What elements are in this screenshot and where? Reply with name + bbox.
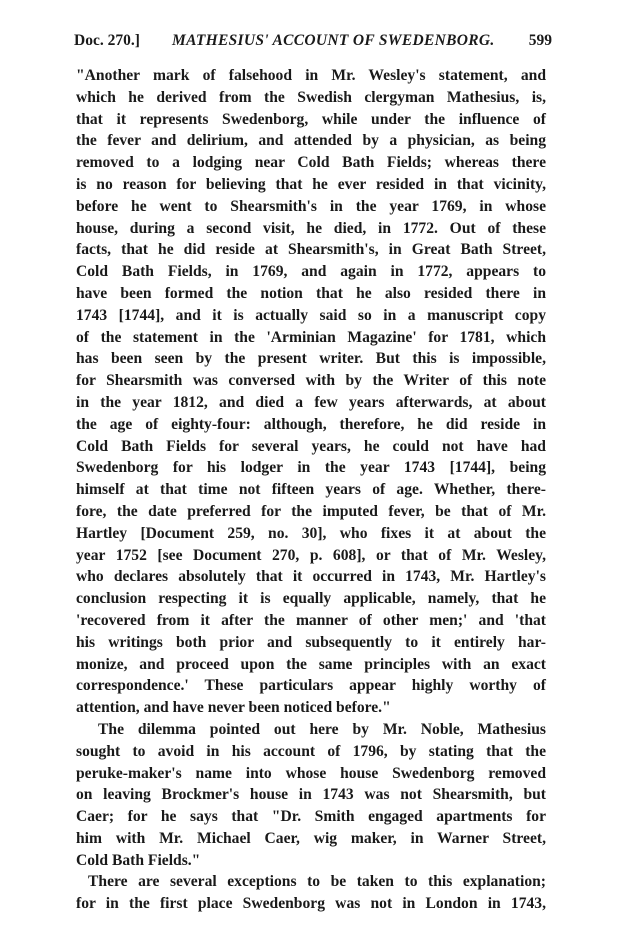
text-line: the age of eighty-four: although, therefore, he did reside in <box>76 415 546 433</box>
text-line: before he went to Shearsmith's in the year 1769, in whose <box>76 197 546 215</box>
text-line: removed to a lodging near Cold Bath Fields; whereas there <box>76 154 546 172</box>
text-line: who declares absolutely that it occurred in 1743, Mr. Hartley's <box>76 568 546 586</box>
body-text <box>76 65 546 915</box>
text-line: fore, the date preferred for the imputed fever, be that of Mr. <box>76 502 546 520</box>
doc-reference: Doc. 270.] <box>74 32 140 49</box>
text-line: in the year 1812, and died a few years afterwards, at about <box>76 393 546 411</box>
text-line: year 1752 [see Document 270, p. 608], or that of Mr. Wesley, <box>76 546 546 564</box>
text-line: on leaving Brockmer's house in 1743 was not Shearsmith, but <box>76 786 546 804</box>
text-line: the fever and delirium, and attended by a physician, as being <box>76 132 546 150</box>
text-line: for Shearsmith was conversed with by the Writer of this note <box>76 372 546 390</box>
text-line: him with Mr. Michael Caer, wig maker, in Warner Street, <box>76 829 546 847</box>
text-line: 1743 [1744], and it is actually said so in a manuscript copy <box>76 306 546 324</box>
text-line: is no reason for believing that he ever resided in that vicinity, <box>76 175 546 193</box>
text-line: There are several exceptions to be taken to this explanation; <box>88 873 546 891</box>
text-line: has been seen by the present writer. But this is impossible, <box>76 350 546 368</box>
text-line: facts, that he did reside at Shearsmith's, in Great Bath Street, <box>76 241 546 259</box>
text-line: himself at that time not fifteen years of age. Whether, there- <box>76 481 546 499</box>
text-line: his writings both prior and subsequently to it entirely har- <box>76 633 546 651</box>
text-line: have been formed the notion that he also resided there in <box>76 284 546 302</box>
text-line: which he derived from the Swedish clergyman Mathesius, is, <box>76 88 546 106</box>
text-line: for in the first place Swedenborg was not in London in 1743, <box>76 895 546 913</box>
running-header <box>74 32 552 54</box>
text-line: monize, and proceed upon the same principles with an exact <box>76 655 546 673</box>
text-line: "Another mark of falsehood in Mr. Wesley's statement, and <box>76 67 546 84</box>
running-title: MATHESIUS' ACCOUNT OF SWEDENBORG. <box>172 32 495 49</box>
text-line: Caer; for he says that "Dr. Smith engaged apartments for <box>76 808 546 826</box>
text-line: Cold Bath Fields for several years, he could not have had <box>76 437 546 455</box>
text-line: attention, and have never been noticed before." <box>76 699 391 717</box>
text-line: Cold Bath Fields." <box>76 851 201 869</box>
text-line: house, during a second visit, he died, in 1772. Out of these <box>76 219 546 237</box>
text-line: peruke-maker's name into whose house Swedenborg removed <box>76 764 546 782</box>
text-line: conclusion respecting it is equally applicable, namely, that he <box>76 590 546 608</box>
text-line: correspondence.' These particulars appear highly worthy of <box>76 677 546 695</box>
text-line: Cold Bath Fields, in 1769, and again in 1772, appears to <box>76 263 546 281</box>
text-line: Swedenborg for his lodger in the year 1743 [1744], being <box>76 459 546 477</box>
text-line: 'recovered from it after the manner of other men;' and 'that <box>76 611 546 629</box>
text-line: The dilemma pointed out here by Mr. Noble, Mathesius <box>98 720 546 738</box>
text-line: of the statement in the 'Arminian Magazine' for 1781, which <box>76 328 546 346</box>
text-line: that it represents Swedenborg, while under the influence of <box>76 110 546 128</box>
page-number: 599 <box>528 32 552 49</box>
text-line: Hartley [Document 259, no. 30], who fixes it at about the <box>76 524 546 542</box>
text-line: sought to avoid in his account of 1796, by stating that the <box>76 742 546 760</box>
